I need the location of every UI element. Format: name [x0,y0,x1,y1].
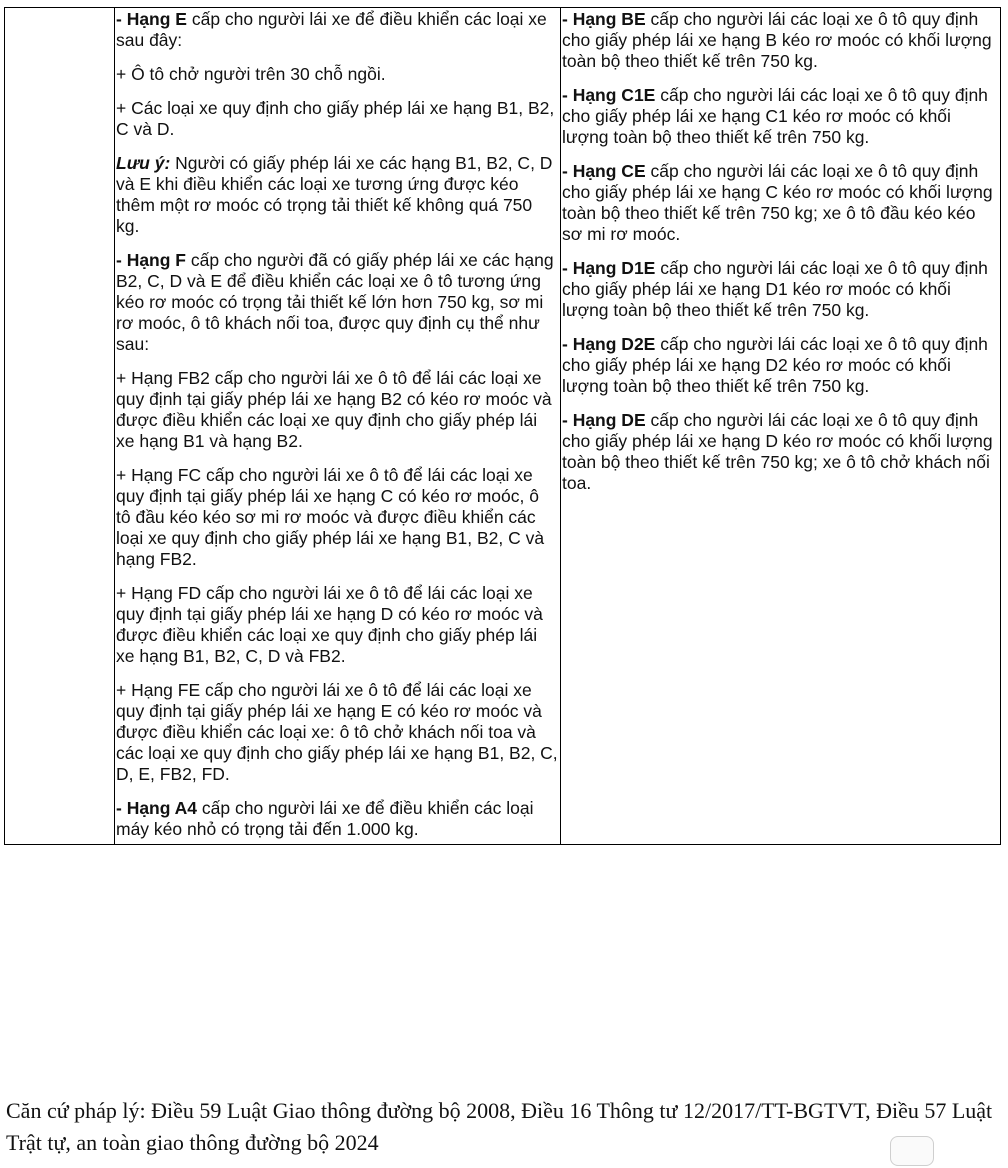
old-license-classes-cell [115,8,561,845]
new-license-classes-cell [561,8,1001,845]
class-e-item-1: + Ô tô chở người trên 30 chỗ ngồi. [116,64,386,84]
license-class-table [4,7,1001,845]
class-c1e-paragraph [562,85,998,148]
class-c1e-heading: - Hạng C1E [562,85,656,105]
class-de-text: cấp cho người lái các loại xe ô tô quy định cho giấy phép lái xe hạng D kéo rơ moóc có khối lượng toàn bộ theo thiết kế trên 750 kg; xe ô tô chở khách nối toa. [562,410,993,493]
class-a4-paragraph [116,798,558,840]
class-fd-paragraph: + Hạng FD cấp cho người lái xe ô tô để lái các loại xe quy định tại giấy phép lái xe hạng D có kéo rơ moóc và được điều khiển các loại xe quy định cho giấy phép lái xe hạng B1, B2, C, D và FB2. [116,583,543,666]
class-f-paragraph [116,250,558,355]
class-be-paragraph [562,9,998,72]
note-heading: Lưu ý: [116,153,171,173]
class-f-heading: - Hạng F [116,250,186,270]
class-de-paragraph [562,410,998,494]
note-text: Người có giấy phép lái xe các hạng B1, B2, C, D và E khi điều khiển các loại xe tương ứng được kéo thêm một rơ moóc có trọng tải thiết kế không quá 750 kg. [116,153,553,236]
empty-first-column-cell [5,8,115,845]
class-fe-paragraph: + Hạng FE cấp cho người lái xe ô tô để lái các loại xe quy định tại giấy phép lái xe hạng E có kéo rơ moóc và được điều khiển các loại xe: ô tô chở khách nối toa và các loại xe quy định cho giấy phép lái xe hạng B1, B2, C, D, E, FB2, FD. [116,680,558,784]
class-be-text: cấp cho người lái các loại xe ô tô quy định cho giấy phép lái xe hạng B kéo rơ moóc có khối lượng toàn bộ theo thiết kế trên 750 kg. [562,9,992,71]
class-be-heading: - Hạng BE [562,9,646,29]
class-d1e-text: cấp cho người lái các loại xe ô tô quy định cho giấy phép lái xe hạng D1 kéo rơ moóc có khối lượng toàn bộ theo thiết kế trên 750 kg. [562,258,988,320]
floating-button[interactable] [890,1136,934,1166]
class-a4-text: cấp cho người lái xe để điều khiển các loại máy kéo nhỏ có trọng tải đến 1.000 kg. [116,798,534,839]
legal-basis-text: Căn cứ pháp lý: Điều 59 Luật Giao thông đường bộ 2008, Điều 16 Thông tư 12/2017/TT-BGTVT, Điều 57 Luật Trật tự, an toàn giao thông đường bộ 2024 [6,1098,993,1155]
class-a4-heading: - Hạng A4 [116,798,198,818]
note-paragraph [116,153,558,237]
class-d2e-text: cấp cho người lái các loại xe ô tô quy định cho giấy phép lái xe hạng D2 kéo rơ moóc có khối lượng toàn bộ theo thiết kế trên 750 kg. [562,334,988,396]
class-e-item-2: + Các loại xe quy định cho giấy phép lái xe hạng B1, B2, C và D. [116,98,555,139]
class-e-heading: - Hạng E [116,9,187,29]
class-d2e-heading: - Hạng D2E [562,334,656,354]
class-d1e-heading: - Hạng D1E [562,258,656,278]
table-row [5,8,1001,845]
class-ce-heading: - Hạng CE [562,161,646,181]
class-ce-text: cấp cho người lái các loại xe ô tô quy định cho giấy phép lái xe hạng C kéo rơ moóc có khối lượng toàn bộ theo thiết kế trên 750 kg; xe ô tô đầu kéo kéo sơ mi rơ moóc. [562,161,993,244]
class-e-paragraph [116,9,558,51]
class-fb2-paragraph: + Hạng FB2 cấp cho người lái xe ô tô để lái các loại xe quy định tại giấy phép lái xe hạng B2 có kéo rơ moóc và được điều khiển các loại xe quy định cho giấy phép lái xe hạng B1 và hạng B2. [116,368,552,451]
class-de-heading: - Hạng DE [562,410,646,430]
class-f-text: cấp cho người đã có giấy phép lái xe các hạng B2, C, D và E để điều khiển các loại xe ô tô tương ứng kéo rơ moóc có trọng tải thiết kế lớn hơn 750 kg, sơ mi rơ moóc, ô tô khách nối toa, được quy định cụ thể như sau: [116,250,554,354]
class-fc-paragraph: + Hạng FC cấp cho người lái xe ô tô để lái các loại xe quy định tại giấy phép lái xe hạng C có kéo rơ moóc, ô tô đầu kéo kéo sơ mi rơ moóc và được điều khiển các loại xe quy định cho giấy phép lái xe hạng B1, B2, C và hạng FB2. [116,465,545,569]
class-ce-paragraph [562,161,998,245]
class-e-text: cấp cho người lái xe để điều khiển các loại xe sau đây: [116,9,547,50]
class-d1e-paragraph [562,258,998,321]
class-d2e-paragraph [562,334,998,397]
class-c1e-text: cấp cho người lái các loại xe ô tô quy định cho giấy phép lái xe hạng C1 kéo rơ moóc có khối lượng toàn bộ theo thiết kế trên 750 kg. [562,85,988,147]
